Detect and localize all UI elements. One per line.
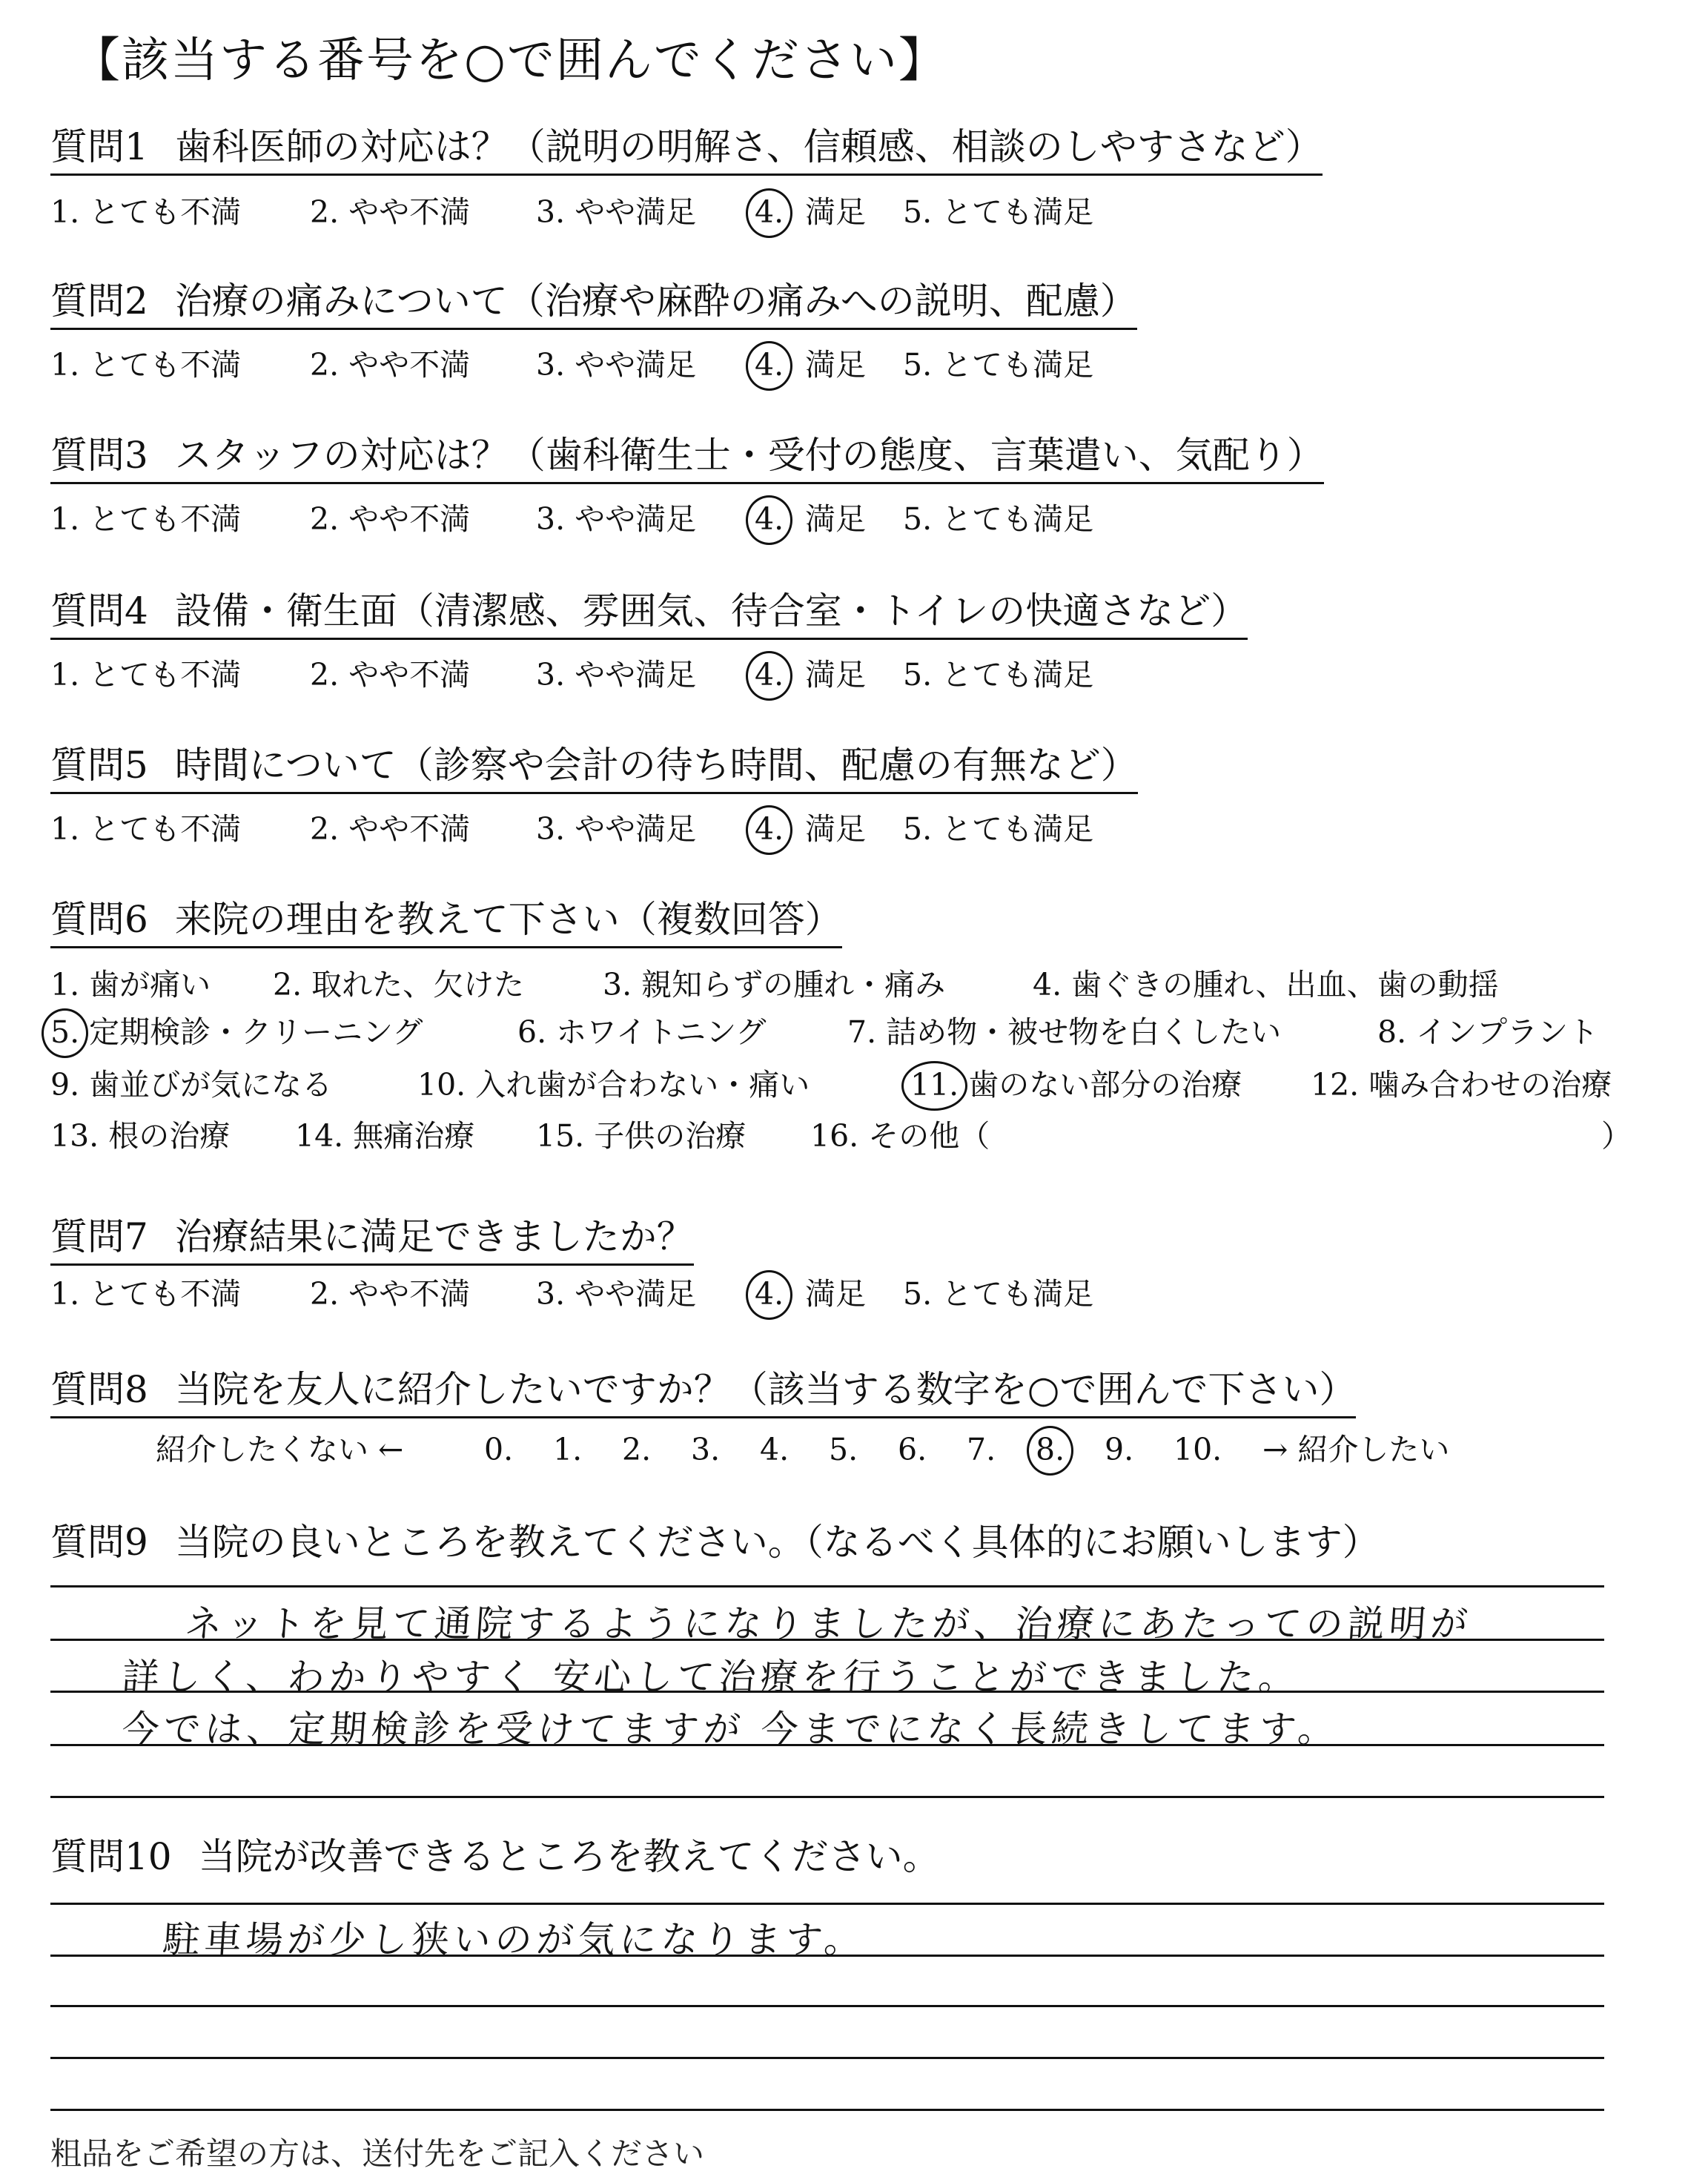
option-5[interactable]: 5. とても満足 bbox=[903, 811, 1094, 847]
question-text: 当院の良いところを教えてください。（なるべく具体的にお願いします） bbox=[174, 1521, 1380, 1564]
option-1[interactable]: 1. とても不満 bbox=[50, 501, 242, 537]
scale-left-label: 紹介したくない ← bbox=[156, 1432, 404, 1467]
option-2[interactable]: 2. やや不満 bbox=[310, 501, 471, 537]
question-number: 質問9 bbox=[50, 1521, 148, 1564]
question-4-heading bbox=[50, 590, 1248, 640]
option-3[interactable]: 3. やや満足 bbox=[536, 657, 697, 693]
question-5-heading bbox=[50, 744, 1138, 794]
option-1[interactable]: 1. とても不満 bbox=[50, 347, 242, 383]
option-3[interactable]: 3. やや満足 bbox=[536, 347, 697, 383]
reason-16[interactable]: 16. その他（ bbox=[810, 1118, 990, 1154]
reason-6[interactable]: 6. ホワイトニング bbox=[517, 1014, 767, 1050]
reason-16-close: ） bbox=[1601, 1118, 1632, 1154]
option-1[interactable]: 1. とても不満 bbox=[50, 194, 242, 230]
option-4-label: 満足 bbox=[805, 194, 866, 230]
option-2[interactable]: 2. やや不満 bbox=[310, 811, 471, 847]
option-4-label: 満足 bbox=[805, 811, 866, 847]
question-text: 歯科医師の対応は？（説明の明解さ、信頼感、相談のしやすさなど） bbox=[174, 125, 1323, 168]
option-2[interactable]: 2. やや不満 bbox=[310, 347, 471, 383]
question-1-heading bbox=[50, 126, 1323, 176]
scale-3[interactable]: 3. bbox=[691, 1432, 721, 1467]
reason-10[interactable]: 10. 入れ歯が合わない・痛い bbox=[417, 1067, 810, 1103]
option-3[interactable]: 3. やや満足 bbox=[536, 194, 697, 230]
option-4-label: 満足 bbox=[805, 501, 866, 537]
question-number: 質問3 bbox=[50, 434, 148, 477]
page-title: 【該当する番号を○で囲んでください】 bbox=[73, 33, 947, 88]
reason-9[interactable]: 9. 歯並びが気になる bbox=[50, 1067, 333, 1103]
option-2[interactable]: 2. やや不満 bbox=[310, 194, 471, 230]
question-number: 質問5 bbox=[50, 744, 148, 787]
option-4-circled[interactable]: 4. bbox=[755, 657, 784, 693]
option-5[interactable]: 5. とても満足 bbox=[903, 194, 1094, 230]
reason-11-circled[interactable]: 11. 歯のない部分の治療 bbox=[910, 1067, 1242, 1103]
option-2[interactable]: 2. やや不満 bbox=[310, 1276, 471, 1312]
answer-line bbox=[50, 1585, 1604, 1587]
q9-answer-line-2[interactable]: 詳しく、わかりやすく 安心して治療を行うことができました。 bbox=[120, 1656, 1302, 1699]
scale-7[interactable]: 7. bbox=[967, 1432, 996, 1467]
option-4-circled[interactable]: 4. bbox=[755, 1276, 784, 1312]
question-8-heading bbox=[50, 1369, 1356, 1418]
reason-14[interactable]: 14. 無痛治療 bbox=[295, 1118, 475, 1154]
question-text: 治療の痛みについて（治療や麻酔の痛みへの説明、配慮） bbox=[174, 280, 1137, 323]
option-4-circled[interactable]: 4. bbox=[755, 811, 784, 847]
scale-1[interactable]: 1. bbox=[553, 1432, 583, 1467]
question-text: 治療結果に満足できましたか？ bbox=[174, 1215, 694, 1258]
option-4-circled[interactable]: 4. bbox=[755, 194, 784, 230]
scale-8-circled[interactable]: 8. bbox=[1036, 1432, 1065, 1467]
question-2-heading bbox=[50, 280, 1137, 330]
question-number: 質問1 bbox=[50, 125, 148, 168]
question-text: スタッフの対応は？（歯科衛生士・受付の態度、言葉遣い、気配り） bbox=[174, 434, 1324, 477]
answer-line bbox=[50, 1796, 1604, 1798]
scale-5[interactable]: 5. bbox=[829, 1432, 858, 1467]
q9-answer-line-1[interactable]: ネットを見て通院するようになりましたが、治療にあたっての説明が bbox=[183, 1602, 1474, 1645]
question-text: 当院が改善できるところを教えてください。 bbox=[198, 1835, 940, 1878]
question-10-heading bbox=[50, 1836, 940, 1883]
answer-line bbox=[50, 1903, 1604, 1905]
option-3[interactable]: 3. やや満足 bbox=[536, 1276, 697, 1312]
scale-10[interactable]: 10. bbox=[1174, 1432, 1222, 1467]
answer-line bbox=[50, 2109, 1604, 2111]
scale-6[interactable]: 6. bbox=[898, 1432, 927, 1467]
question-number: 質問8 bbox=[50, 1368, 148, 1411]
option-1[interactable]: 1. とても不満 bbox=[50, 1276, 242, 1312]
option-1[interactable]: 1. とても不満 bbox=[50, 657, 242, 693]
option-5[interactable]: 5. とても満足 bbox=[903, 501, 1094, 537]
scale-4[interactable]: 4. bbox=[760, 1432, 790, 1467]
option-3[interactable]: 3. やや満足 bbox=[536, 501, 697, 537]
question-text: 来院の理由を教えて下さい（複数回答） bbox=[174, 898, 842, 941]
answer-line bbox=[50, 2005, 1604, 2007]
scale-2[interactable]: 2. bbox=[622, 1432, 652, 1467]
q10-answer-line-1[interactable]: 駐車場が少し狭いのが気になります。 bbox=[161, 1918, 867, 1961]
option-4-circled[interactable]: 4. bbox=[755, 347, 784, 383]
question-text: 時間について（診察や会計の待ち時間、配慮の有無など） bbox=[174, 744, 1138, 787]
question-3-heading bbox=[50, 435, 1324, 484]
option-4-label: 満足 bbox=[805, 347, 866, 383]
option-4-label: 満足 bbox=[805, 1276, 866, 1312]
question-6-heading bbox=[50, 899, 842, 948]
reason-5-circled[interactable]: 5. 定期検診・クリーニング bbox=[50, 1014, 423, 1050]
question-number: 質問2 bbox=[50, 280, 148, 323]
question-text: 設備・衛生面（清潔感、雰囲気、待合室・トイレの快適さなど） bbox=[174, 589, 1248, 632]
scale-0[interactable]: 0. bbox=[484, 1432, 514, 1467]
option-5[interactable]: 5. とても満足 bbox=[903, 347, 1094, 383]
option-5[interactable]: 5. とても満足 bbox=[903, 657, 1094, 693]
question-number: 質問6 bbox=[50, 898, 148, 941]
footer-note: 粗品をご希望の方は、送付先をご記入ください bbox=[50, 2135, 705, 2172]
option-1[interactable]: 1. とても不満 bbox=[50, 811, 242, 847]
question-7-heading bbox=[50, 1216, 694, 1266]
answer-line bbox=[50, 2057, 1604, 2059]
reason-8[interactable]: 8. インプラント bbox=[1377, 1014, 1599, 1050]
question-number: 質問10 bbox=[50, 1835, 172, 1878]
option-3[interactable]: 3. やや満足 bbox=[536, 811, 697, 847]
option-4-label: 満足 bbox=[805, 657, 866, 693]
reason-2[interactable]: 2. 取れた、欠けた bbox=[273, 967, 525, 1002]
question-text: 当院を友人に紹介したいですか？（該当する数字を○で囲んで下さい） bbox=[174, 1368, 1357, 1411]
option-5[interactable]: 5. とても満足 bbox=[903, 1276, 1094, 1312]
scale-9[interactable]: 9. bbox=[1105, 1432, 1134, 1467]
reason-13[interactable]: 13. 根の治療 bbox=[50, 1118, 231, 1154]
question-number: 質問4 bbox=[50, 589, 148, 632]
question-9-heading bbox=[50, 1522, 1380, 1569]
option-4-circled[interactable]: 4. bbox=[755, 501, 784, 537]
reason-1[interactable]: 1. 歯が痛い bbox=[50, 967, 211, 1002]
reason-3[interactable]: 3. 親知らずの腫れ・痛み bbox=[603, 967, 946, 1002]
option-2[interactable]: 2. やや不満 bbox=[310, 657, 471, 693]
reason-12[interactable]: 12. 噛み合わせの治療 bbox=[1311, 1067, 1612, 1103]
reason-7[interactable]: 7. 詰め物・被せ物を白くしたい bbox=[847, 1014, 1282, 1050]
question-number: 質問7 bbox=[50, 1215, 148, 1258]
reason-4[interactable]: 4. 歯ぐきの腫れ、出血、歯の動揺 bbox=[1033, 967, 1499, 1002]
q9-answer-line-3[interactable]: 今では、定期検診を受けてますが 今までになく長続きしてます。 bbox=[120, 1708, 1341, 1751]
reason-15[interactable]: 15. 子供の治療 bbox=[536, 1118, 747, 1154]
scale-right-label: → 紹介したい bbox=[1262, 1432, 1450, 1467]
